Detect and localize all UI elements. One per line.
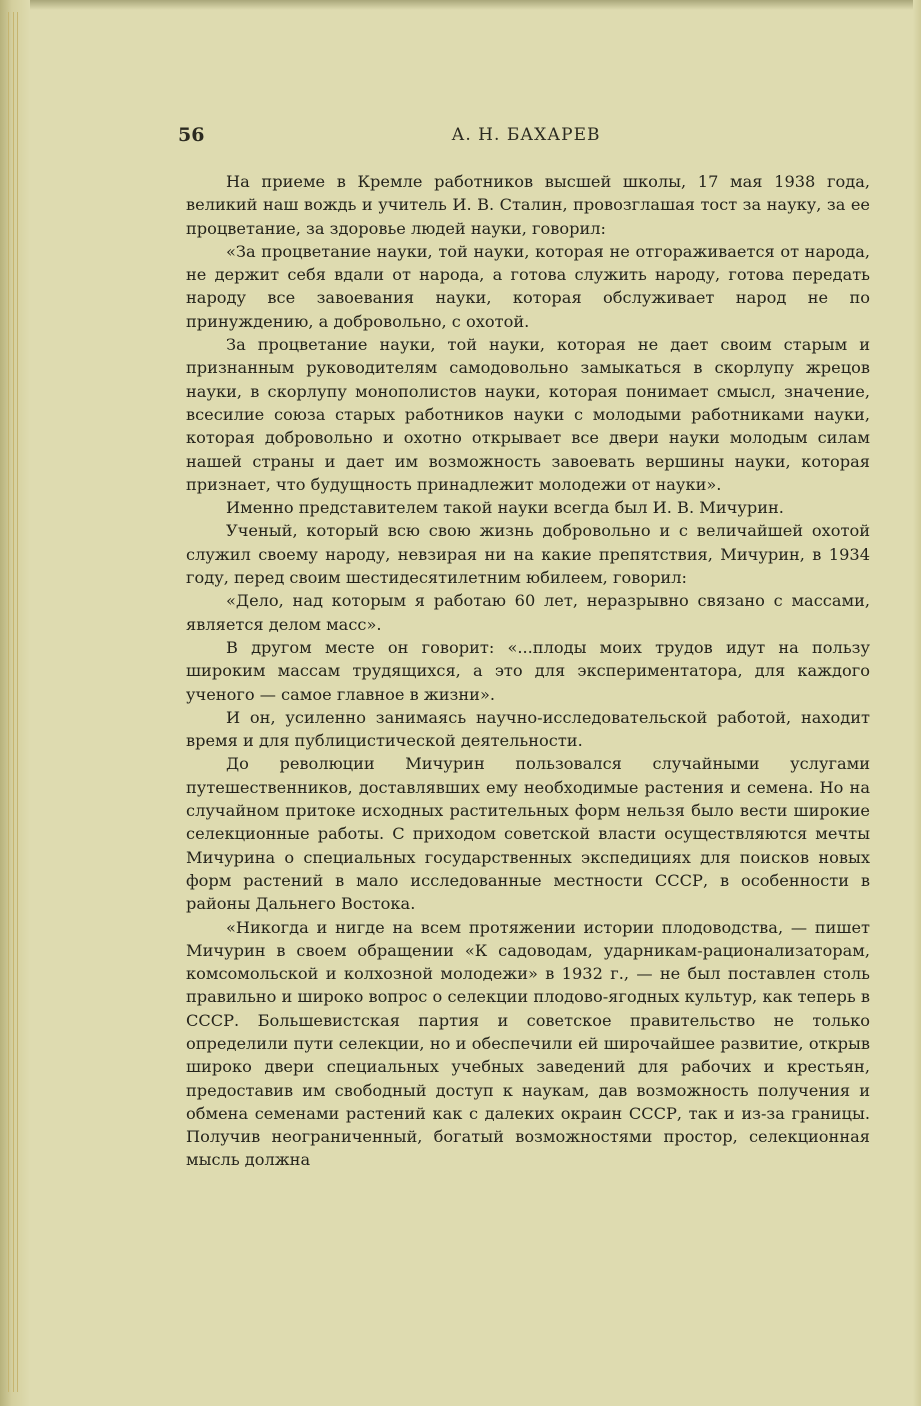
spine-line (8, 12, 9, 1392)
paragraph: «За процветание науки, той науки, которая не отгораживается от народа, не держит себя вдали от народа, а готова служить народу, готова передать народу все завоевания науки, которая обслуживает народ не по принуждению, а добровольно, с охотой. (186, 241, 870, 331)
paragraph: «Дело, над которым я работаю 60 лет, неразрывно связано с массами, является делом масс». (186, 591, 870, 634)
spine-line (17, 12, 18, 1392)
paragraph: До революции Мичурин пользовался случайными услугами путешественников, доставлявших ему необходимые растения и семена. Но на случайном притоке исходных растительных форм нельзя было вести широкие селекционные работы. С приходом советской власти осуществляются мечты Мичурина о специальных государственных экспедициях для поисков новых форм растений в мало исследованные местности СССР, в особенности в районы Дальнего Востока. (186, 754, 870, 914)
page-top-edge (0, 0, 921, 10)
paragraph: В другом месте он говорит: «...плоды моих трудов идут на пользу широким массам трудящихся, а это для экспериментатора, для каждого ученого — самое главное в жизни». (186, 637, 870, 704)
page-header (178, 124, 874, 150)
spine-line (13, 12, 14, 1392)
paragraph: Ученый, который всю свою жизнь добровольно и с величайшей охотой служил своему народу, невзирая ни на какие препятствия, Мичурин, в 1934 году, перед своим шестидесятилетним юбилеем, говорил: (186, 521, 870, 588)
page-number: 56 (178, 124, 205, 146)
page-right-edge (913, 0, 921, 1406)
running-title: А. Н. БАХАРЕВ (451, 125, 601, 145)
paragraph: И он, усиленно занимаясь научно-исследовательской работой, находит время и для публицистической деятельности. (186, 707, 870, 751)
paragraph: За процветание науки, той науки, которая не дает своим старым и признанным руководителям самодовольно замыкаться в скорлупу жрецов науки, в скорлупу монополистов науки, которая понимает смысл, значение, всесилие союза старых работников науки с молодыми работниками науки, которая добровольно и охотно открывает все двери науки молодым силам нашей страны и дает им возможность завоевать вершины науки, которая признает, что будущность принадлежит молодежи от науки». (186, 335, 870, 494)
paragraph: Именно представителем такой науки всегда был И. В. Мичурин. (226, 498, 784, 518)
paragraph: На приеме в Кремле работников высшей школы, 17 мая 1938 года, великий наш вождь и учитель И. В. Сталин, провозглашая тост за науку, за ее процветание, за здоровье людей науки, говорил: (186, 172, 870, 238)
body-text (186, 170, 870, 1172)
book-spine-edge (0, 0, 30, 1406)
paragraph: «Никогда и нигде на всем протяжении истории плодоводства, — пишет Мичурин в своем обращении «К садоводам, ударникам-рационализаторам, комсомольской и колхозной молодежи» в 1932 г., — не был поставлен столь правильно и широко вопрос о селекции плодово-ягодных культур, как теперь в СССР. Большевистская партия и советское правительство не только определили пути селекции, но и обеспечили ей широчайшее развитие, открыв широко двери специальных учебных заведений для рабочих и крестьян, предоставив им свободный доступ к наукам, дав возможность получения и обмена семенами растений как с далеких окраин СССР, так и из-за границы. Получив неограниченный, богатый возможностями простор, селекционная мысль должна (186, 917, 870, 1170)
